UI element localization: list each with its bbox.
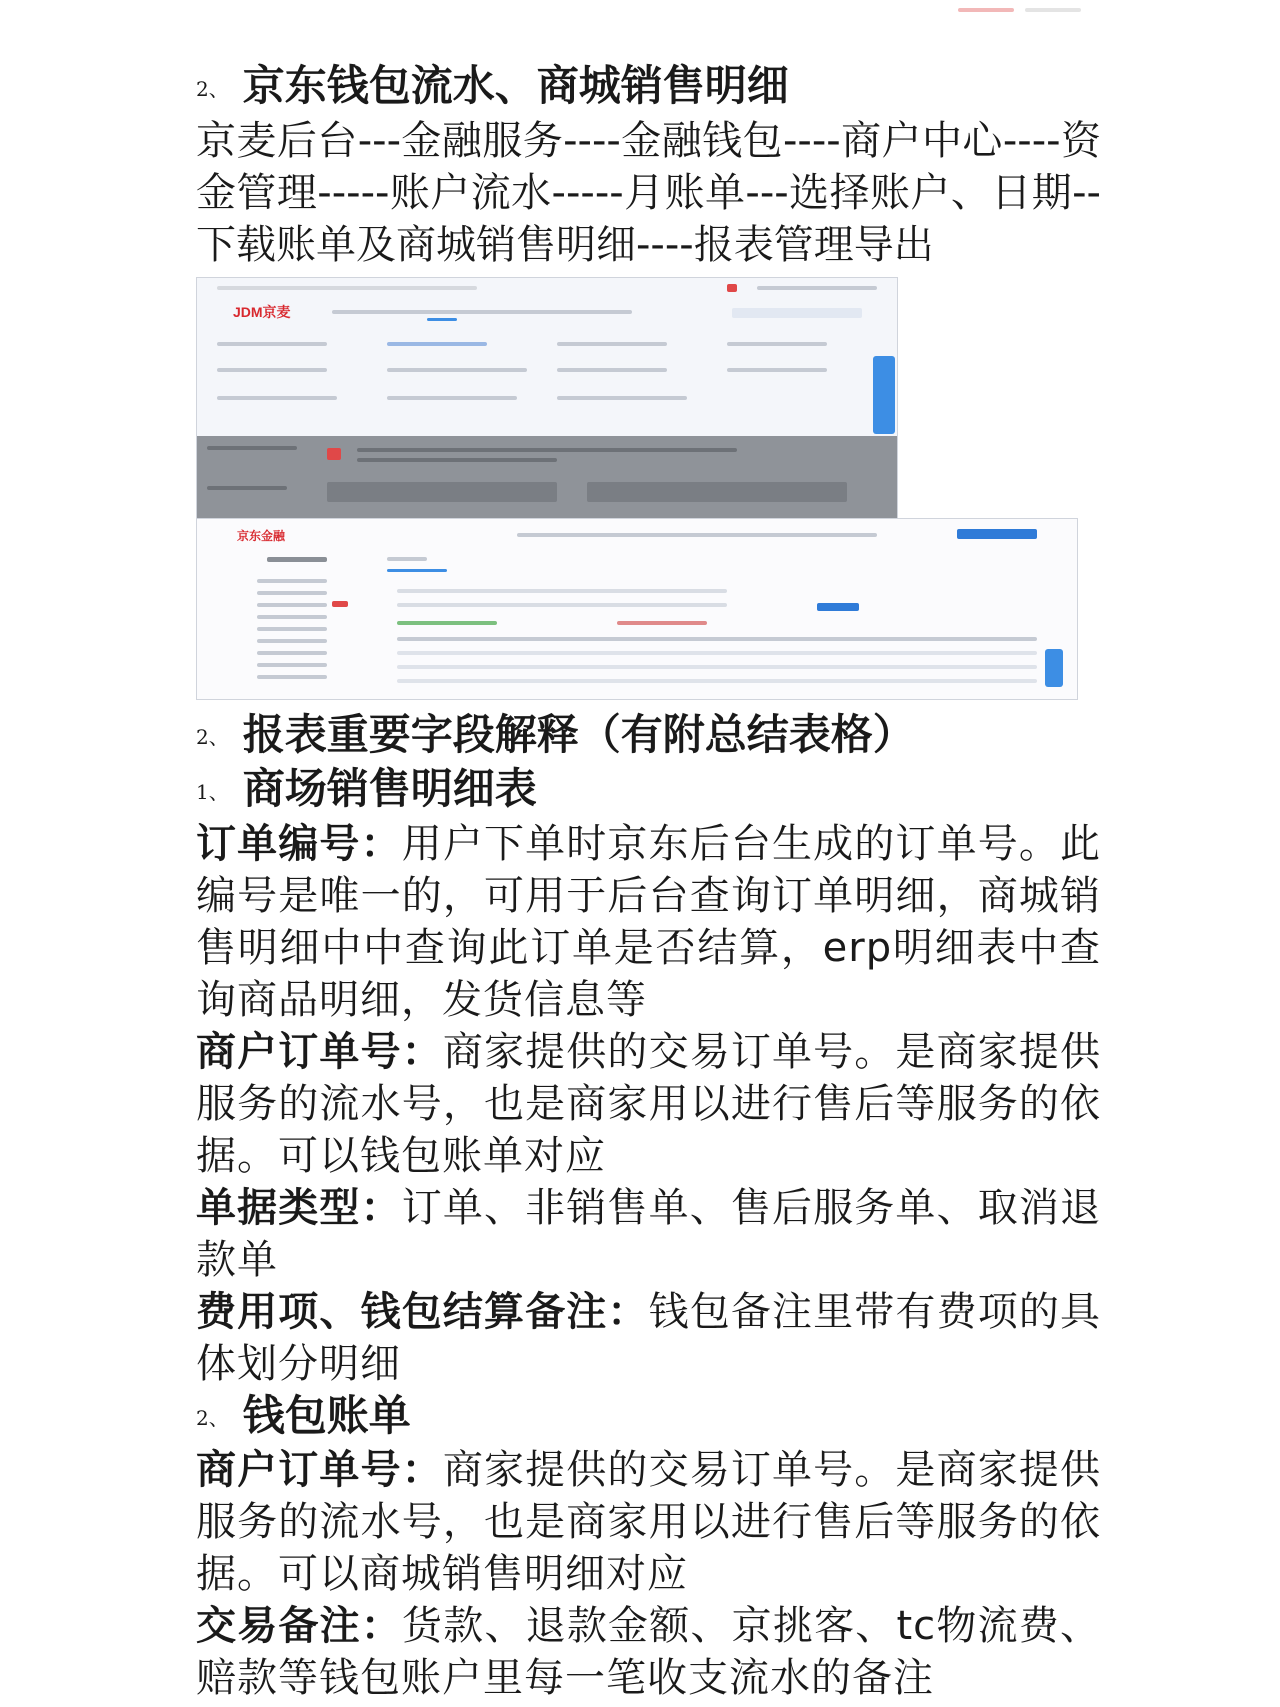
- field-definition: [196, 1182, 1101, 1286]
- embedded-screenshots: [196, 277, 1101, 703]
- document-body: [196, 60, 1101, 1704]
- subsection-number: 2、: [196, 1406, 229, 1430]
- subsection-number: 1、: [196, 779, 229, 804]
- subsection-title-text: 商场销售明细表: [242, 764, 537, 813]
- field-definition: [196, 1286, 1101, 1390]
- field-term: 订单编号：: [196, 820, 402, 867]
- side-help-buttons: [1045, 649, 1063, 687]
- field-description: 用户下单时京东后台生成的订单号。此编号是唯一的，可用于后台查询订单明细，商城销售明细中中查询此订单是否结算，erp明细表中查询商品明细，发货信息等: [196, 820, 1102, 1023]
- finance-wallet-screenshot: [196, 518, 1078, 700]
- field-term: 单据类型：: [196, 1184, 402, 1231]
- field-term: 费用项、钱包结算备注：: [196, 1288, 649, 1335]
- field-description: 钱包备注里带有费项的具体划分明细: [196, 1288, 1102, 1387]
- navigation-path: 京麦后台---金融服务----金融钱包----商户中心----资金管理-----账户流水-----月账单---选择账户、日期--下载账单及商城销售明细----报表管理导出: [196, 117, 1101, 268]
- jdm-logo: JDM京麦: [233, 303, 291, 320]
- top-mark-gray: [1025, 8, 1081, 12]
- section-number: 2、: [196, 76, 229, 101]
- field-term: 商户订单号：: [196, 1028, 443, 1075]
- section-number: 2、: [196, 725, 229, 749]
- field-definition: [196, 1444, 1101, 1600]
- section-title-text: 京东钱包流水、商城销售明细: [242, 61, 789, 110]
- field-term: 商户订单号：: [196, 1447, 443, 1493]
- field-definition: [196, 818, 1101, 1026]
- field-description: 商家提供的交易订单号。是商家提供服务的流水号，也是商家用以进行售后等服务的依据。可以商城销售明细对应: [196, 1447, 1102, 1597]
- section-title: [196, 60, 1101, 115]
- jingmai-backend-screenshot: [196, 277, 898, 522]
- field-definition: [196, 1026, 1101, 1182]
- subsection-title: [196, 763, 1101, 818]
- top-mark-red: [958, 8, 1014, 12]
- side-tool-buttons: [873, 356, 895, 434]
- subsection-title-text: 钱包账单: [242, 1390, 411, 1440]
- subsection-title: [196, 1390, 1101, 1445]
- jd-finance-logo: 京东金融: [237, 528, 286, 543]
- section-title-fields: [196, 709, 1101, 764]
- dimmed-overlay: [197, 436, 897, 521]
- field-term: 交易备注：: [196, 1603, 403, 1649]
- field-description: 商家提供的交易订单号。是商家提供服务的流水号，也是商家用以进行售后等服务的依据。可以钱包账单对应: [196, 1028, 1102, 1179]
- field-description: 货款、退款金额、京挑客、tc物流费、赔款等钱包账户里每一笔收支流水的备注: [196, 1603, 1101, 1701]
- section-title-text: 报表重要字段解释（有附总结表格）: [242, 709, 915, 759]
- field-definition: [196, 1600, 1101, 1704]
- field-description: 订单、非销售单、售后服务单、取消退款单: [196, 1184, 1102, 1283]
